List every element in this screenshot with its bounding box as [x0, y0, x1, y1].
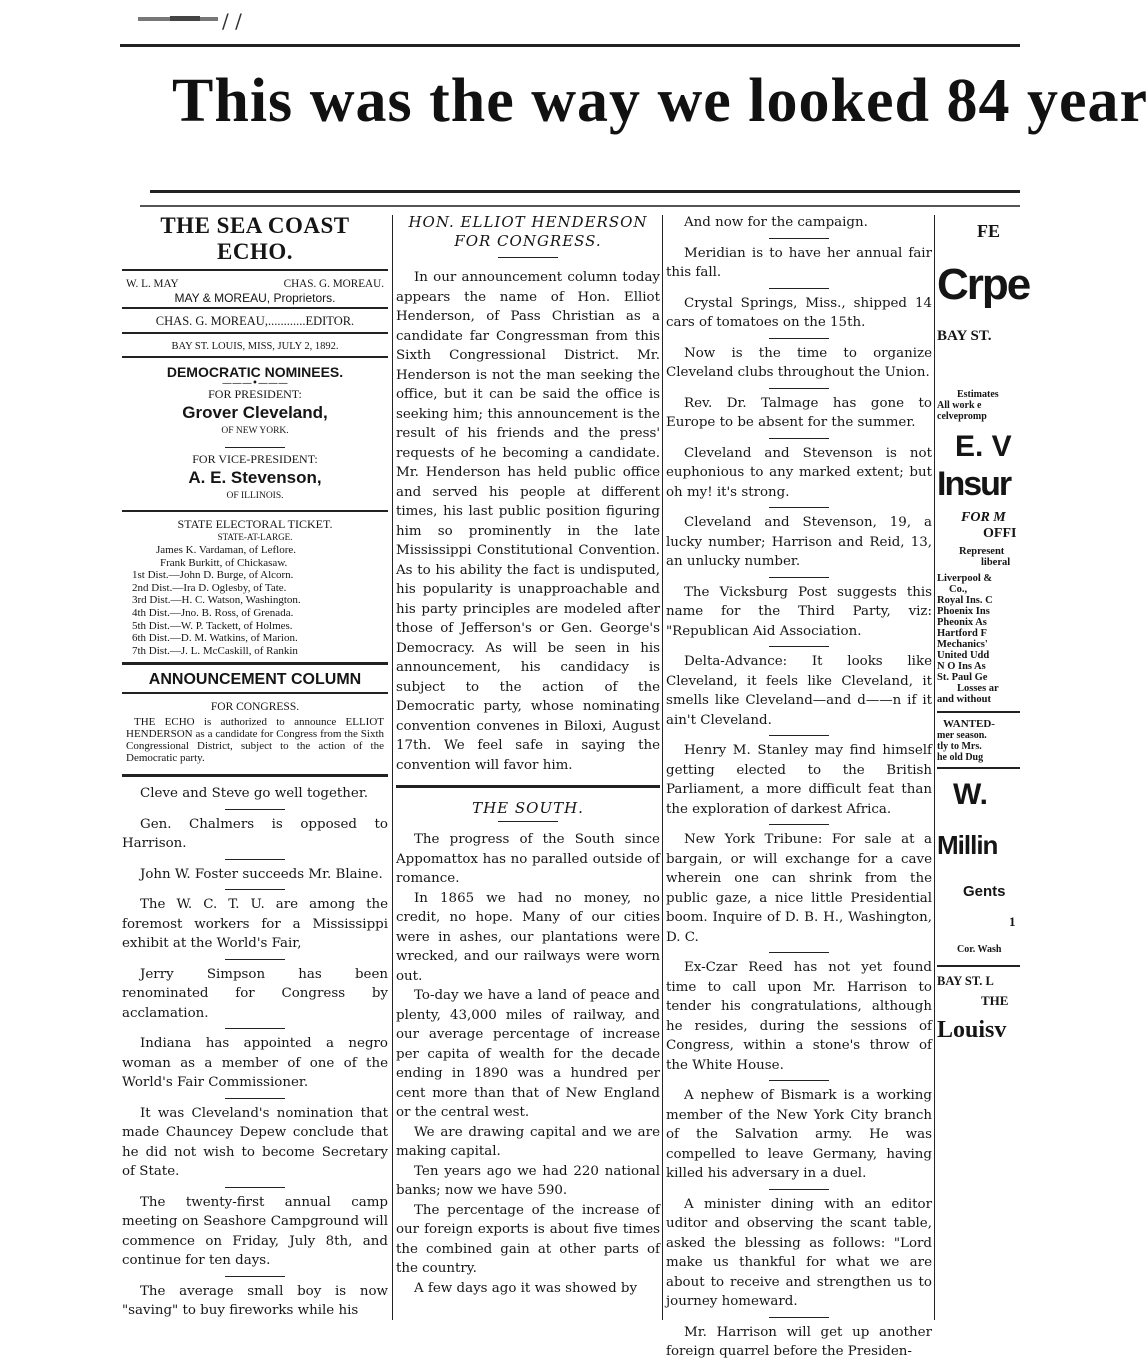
short-divider — [769, 1317, 829, 1318]
divider — [122, 269, 388, 274]
ornament: ———•——— — [222, 378, 288, 389]
divider — [122, 307, 388, 312]
elector: 3rd Dist.—H. C. Watson, Washington. — [132, 594, 301, 607]
announcement-text: THE ECHO is authorized to announce ELLIOT HENDERSON as a candidate for Congress from the Sixth Congressional District, subject to the action of the Democratic party. — [126, 716, 384, 765]
for-congress-label: FOR CONGRESS. — [210, 701, 300, 714]
ad-text: Crpe — [937, 260, 1030, 309]
divider — [122, 510, 388, 515]
divider — [122, 774, 388, 780]
short-divider — [769, 288, 829, 289]
ad-text: Louisv — [937, 1017, 1007, 1043]
news-item: Cleve and Steve go well together. — [140, 786, 369, 802]
ad-text: Millin — [937, 830, 998, 860]
ad-text: FOR M — [961, 510, 1006, 525]
ad-text: Represent — [959, 546, 1005, 557]
ad-text: Pheonix As — [937, 617, 987, 628]
short-divider — [769, 1080, 829, 1081]
divider — [937, 767, 1020, 772]
divider — [122, 692, 388, 697]
dateline: BAY ST. LOUIS, MISS, JULY 2, 1892. — [171, 341, 339, 352]
news-item: Rev. Dr. Talmage has gone to Europe to be absent for the summer. — [666, 395, 932, 430]
vp-state: OF ILLINOIS. — [226, 491, 284, 501]
short-divider — [225, 959, 285, 960]
henderson-article: In our announcement column today appears the name of Hon. Elliot Henderson, of Pass Christian as a candidate far Congressman from this Sixth Congressional District. Mr. Henderson is not the man seeking the office, but it can be said the office is seeking him; this announcement is the result of his friends and the press' requests of he becoming a candidate. Mr. Henderson has held public office and served his people at different times, his last public position figuring him so prominently in the late Mississippi Constitutional Convention. As to his ability the fact is undisputed, his popularity is unapproachable and his party principles are modeled after those of Jefferson's or Gen. George's Democracy. As will be seen in his announcement, his candidacy is subject to the action of the Democratic party, whose nominating convention convenes in Biloxi, August 17th. We feel safe in saying the convention will favor him. — [396, 270, 660, 773]
ad-text: THE — [981, 993, 1009, 1008]
scan-edge-marks — [0, 0, 1020, 48]
short-divider — [769, 1189, 829, 1190]
elector: 7th Dist.—J. L. McCaskill, of Rankin — [132, 644, 298, 657]
henderson-heading: HON. ELLIOT HENDERSON FOR CONGRESS. — [408, 213, 648, 250]
news-item: And now for the campaign. — [684, 215, 868, 230]
ad-text: United Udd — [937, 650, 990, 661]
ad-text: Insur — [937, 465, 1011, 503]
news-item: New York Tribune: For sale at a bargain, or will exchange for a cave wherein one can shrink from the public gaze, a nice little Presidential boom. Inquire of D. B. H., Washington, D. C. — [666, 832, 932, 945]
news-item: Indiana has appointed a negro woman as a member of one of the World's Fair Commissioner. — [122, 1036, 388, 1091]
owner-right: CHAS. G. MOREAU. — [283, 278, 384, 290]
south-paragraph: A few days ago it was showed by — [414, 1280, 638, 1296]
ad-text: Cor. Wash — [957, 944, 1002, 955]
ad-text: WANTED- — [943, 718, 995, 730]
ticket-heading: STATE ELECTORAL TICKET. — [177, 517, 333, 531]
news-item: Henry M. Stanley may find himself getting elected to the British Parliament, a more difficult feat than the exploration of darkest Africa. — [666, 743, 932, 817]
editor-line: CHAS. G. MOREAU,............EDITOR. — [155, 314, 355, 328]
news-item: A minister dining with an editor uditor and observing the scant table, asked the blessing as follows: "Lord make us thankful for what we are about to receive and strengthen us to journey homeward. — [666, 1196, 932, 1309]
news-item: Meridian is to have her annual fair this fall. — [666, 245, 932, 280]
elector: 2nd Dist.—Ira D. Oglesby, of Tate. — [132, 581, 287, 594]
vp-label: FOR VICE-PRESIDENT: — [192, 452, 318, 466]
president-state: OF NEW YORK. — [221, 426, 289, 436]
south-heading: THE SOUTH. — [472, 799, 584, 817]
ad-text: W. — [953, 778, 988, 811]
news-item: Crystal Springs, Miss., shipped 14 cars of tomatoes on the 15th. — [666, 295, 932, 330]
south-paragraph: The progress of the South since Appomattox has no paralled outside of romance. — [396, 832, 660, 886]
column-2 — [396, 213, 660, 1320]
paper-top-rule — [150, 190, 1020, 193]
short-divider — [769, 507, 829, 508]
news-item: Delta-Advance: It looks like Cleveland, it feels like Cleveland, it smells like Cleveland—and d——n if it ain't Cleveland. — [666, 654, 932, 728]
ad-text: BAY ST. — [937, 328, 992, 344]
news-item: John W. Foster succeeds Mr. Blaine. — [140, 866, 383, 882]
page-headline: This was the way we looked 84 year — [172, 67, 1148, 135]
column-rule — [934, 215, 935, 1320]
ad-text: mer season. — [937, 730, 987, 741]
short-divider — [769, 824, 829, 825]
news-item: Ex-Czar Reed has not yet found time to call upon Mr. Harrison to tender his congratulations, although he resides, during the sessions of Congress, within a stone's throw of the White House. — [666, 960, 932, 1073]
news-item: Mr. Harrison will get up another foreign quarrel before the Presiden- — [666, 1324, 932, 1359]
column-rule — [392, 215, 393, 1320]
ad-text: E. V — [955, 430, 1012, 463]
short-divider — [225, 809, 285, 810]
column-4-ads — [937, 213, 1030, 1320]
column-rule — [662, 215, 663, 1320]
divider — [937, 711, 1020, 716]
vp-name: A. E. Stevenson, — [188, 468, 322, 487]
elector: 4th Dist.—Jno. B. Ross, of Grenada. — [132, 606, 294, 619]
news-item: Now is the time to organize Cleveland clubs throughout the Union. — [666, 345, 932, 380]
owner-left: W. L. MAY — [126, 278, 179, 290]
elector: James K. Vardaman, of Leflore. — [156, 544, 296, 556]
column-3 — [666, 213, 932, 1359]
news-item: Gen. Chalmers is opposed to Harrison. — [122, 816, 388, 852]
news-item: A nephew of Bismark is a working member of the New York City branch of the Salvation army. He was compelled to leave Germany, having killed his adversary in a duel. — [666, 1088, 932, 1181]
short-divider — [769, 438, 829, 439]
president-label: FOR PRESIDENT: — [208, 387, 302, 401]
short-divider — [225, 1098, 285, 1099]
electors-list — [122, 544, 388, 657]
ad-text: St. Paul Ge — [937, 672, 988, 683]
owners-line — [122, 278, 388, 291]
news-item: Cleveland and Stevenson, 19, a lucky number; Harrison and Reid, 13, an unlucky number. — [666, 515, 932, 569]
elector: 1st Dist.—John D. Burge, of Alcorn. — [132, 569, 294, 582]
south-paragraph: Ten years ago we had 220 national banks; now we have 590. — [396, 1163, 660, 1198]
short-divider — [769, 388, 829, 389]
short-divider — [769, 952, 829, 953]
ad-text: FE — [977, 221, 1001, 241]
ad-text: Co., — [949, 584, 968, 595]
ad-text: liberal — [981, 557, 1011, 568]
short-divider — [769, 338, 829, 339]
ad-text: Hartford F — [937, 628, 987, 639]
ad-text: and without — [937, 694, 991, 705]
divider — [937, 965, 1020, 970]
short-divider — [225, 1276, 285, 1277]
proprietors: MAY & MOREAU, Proprietors. — [174, 291, 336, 305]
top-rule — [120, 44, 1020, 47]
short-divider — [498, 821, 558, 822]
elector: 5th Dist.—W. P. Tackett, of Holmes. — [132, 619, 293, 632]
south-paragraph: We are drawing capital and we are making capital. — [396, 1124, 660, 1159]
news-item: The W. C. T. U. are among the foremost workers for a Mississippi exhibit at the World's Fair, — [122, 897, 388, 952]
divider — [122, 332, 388, 337]
nominees-heading: DEMOCRATIC NOMINEES. — [166, 364, 344, 380]
south-paragraph: In 1865 we had no money, no credit, no hope. Many of our cities were in ashes, our plantations were wrecked, and our railways were worn out. — [396, 890, 660, 984]
column-1 — [122, 213, 388, 1320]
ad-text: Estimates — [957, 389, 999, 400]
elector: Frank Burkitt, of Chickasaw. — [160, 556, 288, 569]
president-name: Grover Cleveland, — [182, 403, 328, 422]
ad-text: Phoenix Ins — [937, 606, 990, 617]
page-marks: / / — [222, 9, 242, 33]
masthead: THE SEA COAST ECHO. — [160, 213, 350, 264]
ad-text: BAY ST. L — [937, 974, 994, 988]
paper-top-rule-thin — [140, 205, 1020, 207]
short-divider — [769, 735, 829, 736]
short-divider — [769, 646, 829, 647]
news-item: The twenty-first annual camp meeting on Seashore Campground will commence on Friday, July 8th, and continue for ten days. — [122, 1194, 388, 1269]
ad-text: he old Dug — [937, 752, 984, 763]
announcement-heading: ANNOUNCEMENT COLUMN — [148, 671, 362, 689]
elector: 6th Dist.—D. M. Watkins, of Marion. — [132, 632, 298, 645]
at-large-label: STATE-AT-LARGE. — [217, 532, 293, 542]
short-divider — [769, 238, 829, 239]
news-item: Jerry Simpson has been renominated for Congress by acclamation. — [122, 966, 388, 1021]
ad-text: Mechanics' — [937, 639, 988, 650]
short-divider — [225, 1187, 285, 1188]
divider — [122, 356, 388, 361]
south-paragraph: The percentage of the increase of our foreign exports is about five times the combined gain at other parts of the country. — [396, 1202, 660, 1276]
short-divider — [225, 859, 285, 860]
ad-text: Gents — [963, 883, 1006, 900]
ad-text: N O Ins As — [937, 661, 986, 672]
ad-text: celvepromp — [937, 411, 987, 422]
ad-text: Liverpool & — [937, 573, 993, 584]
short-divider — [498, 257, 558, 258]
south-paragraph: To-day we have a land of peace and plenty, 43,000 miles of railway, and our average percentage of increase per capita of wealth for the decade ending in 1890 was a hundred per cent more than that of New England or the central west. — [396, 988, 660, 1120]
ad-text: tly to Mrs. — [937, 741, 982, 752]
ad-text: 1 — [1009, 914, 1016, 929]
news-item: It was Cleveland's nomination that made Chauncey Depew conclude that he did not wish to become Secretary of State. — [122, 1105, 388, 1180]
news-item: Cleveland and Stevenson is not euphonious to any marked extent; but oh my! it's strong. — [666, 445, 932, 500]
ad-text: OFFI — [983, 526, 1017, 541]
short-divider — [225, 1028, 285, 1029]
divider — [396, 785, 660, 791]
short-divider — [225, 889, 285, 890]
news-item: The Vicksburg Post suggests this name for the Third Party, viz: "Republican Aid Association. — [666, 584, 932, 639]
ad-text: Royal Ins. C — [937, 595, 993, 606]
news-item: The average small boy is now "saving" to buy fireworks while his — [122, 1283, 388, 1319]
short-divider — [769, 577, 829, 578]
ad-text: Losses ar — [957, 683, 999, 694]
ad-text: All work e — [937, 400, 982, 411]
short-divider — [225, 447, 285, 448]
divider — [122, 662, 388, 668]
